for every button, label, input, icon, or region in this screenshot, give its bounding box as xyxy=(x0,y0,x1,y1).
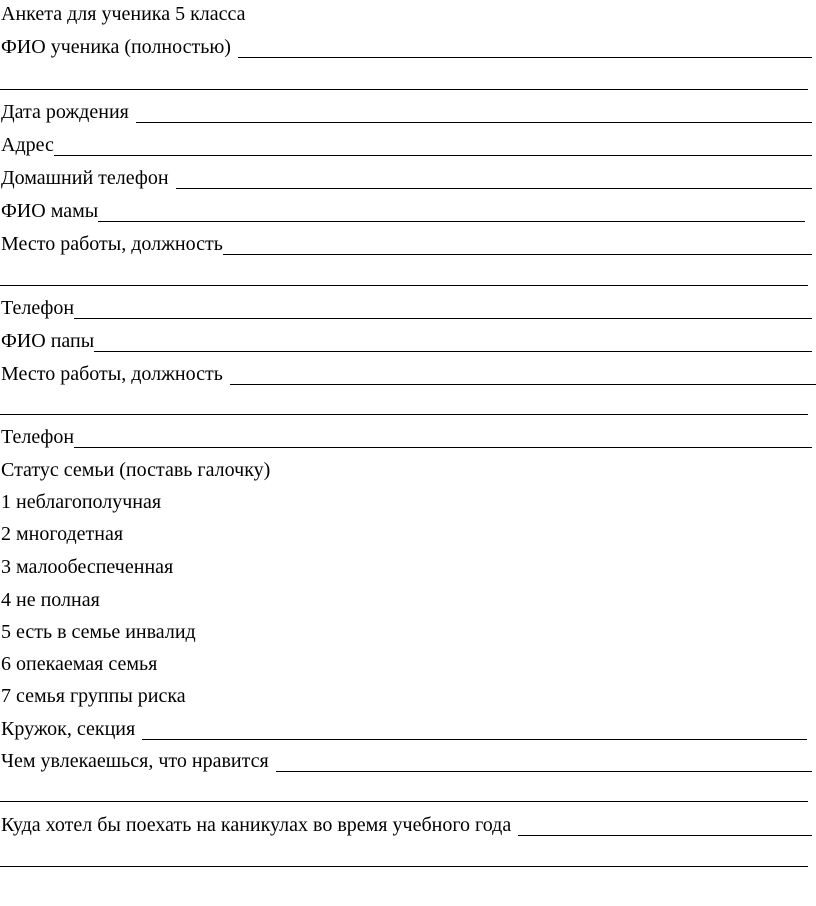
address-field[interactable] xyxy=(54,154,812,156)
hobbies-row xyxy=(1,747,812,775)
mother-phone-field[interactable] xyxy=(74,317,812,319)
status-option[interactable] xyxy=(1,553,173,581)
hobbies-field[interactable] xyxy=(276,770,812,772)
father-work-label: Место работы, должность xyxy=(1,363,223,385)
status-option[interactable] xyxy=(1,586,100,614)
club-label: Кружок, секция xyxy=(1,718,136,740)
father-work-field[interactable] xyxy=(230,383,816,385)
status-option-label: 5 есть в семье инвалид xyxy=(1,621,196,643)
home-phone-row xyxy=(1,164,812,192)
birth-date-row xyxy=(1,98,812,126)
father-work-field-line-2[interactable] xyxy=(0,414,808,415)
birth-date-field[interactable] xyxy=(136,121,812,123)
vacation-field-line-2[interactable] xyxy=(0,866,808,867)
family-status-heading xyxy=(1,456,270,484)
full-name-label: ФИО ученика (полностью) xyxy=(1,36,231,58)
family-status-label: Статус семьи (поставь галочку) xyxy=(1,459,271,481)
vacation-field[interactable] xyxy=(518,834,812,836)
mother-work-field-line-2[interactable] xyxy=(0,285,808,286)
status-option[interactable] xyxy=(1,488,161,516)
birth-date-label: Дата рождения xyxy=(1,101,129,123)
father-name-field[interactable] xyxy=(94,350,812,352)
full-name-field[interactable] xyxy=(238,56,812,58)
father-phone-row xyxy=(1,423,812,451)
status-option[interactable] xyxy=(1,618,196,646)
status-option-label: 3 малообеспеченная xyxy=(1,556,174,578)
hobbies-label: Чем увлекаешься, что нравится xyxy=(1,750,269,772)
status-option-label: 6 опекаемая семья xyxy=(1,653,158,675)
status-option-label: 1 неблагополучная xyxy=(1,491,162,513)
status-option-label: 7 семья группы риска xyxy=(1,685,186,707)
status-option[interactable] xyxy=(1,682,186,710)
mother-phone-label: Телефон xyxy=(1,297,75,319)
father-name-row xyxy=(1,327,812,355)
father-phone-field[interactable] xyxy=(74,446,812,448)
mother-name-row xyxy=(1,197,805,225)
father-name-label: ФИО папы xyxy=(1,330,95,352)
mother-name-label: ФИО мамы xyxy=(1,200,99,222)
club-row xyxy=(1,715,807,743)
club-field[interactable] xyxy=(142,738,807,740)
status-option-label: 4 не полная xyxy=(1,589,100,611)
mother-work-label: Место работы, должность xyxy=(1,233,223,255)
status-option-label: 2 многодетная xyxy=(1,523,124,545)
status-option[interactable] xyxy=(1,520,123,548)
status-option[interactable] xyxy=(1,650,157,678)
father-work-row xyxy=(1,360,816,388)
vacation-label: Куда хотел бы поехать на каникулах во время учебного года xyxy=(1,814,512,836)
form-title-text: Анкета для ученика 5 класса xyxy=(1,3,246,25)
home-phone-label: Домашний телефон xyxy=(1,167,169,189)
father-phone-label: Телефон xyxy=(1,426,75,448)
address-row xyxy=(1,131,812,159)
home-phone-field[interactable] xyxy=(176,187,812,189)
form-title xyxy=(1,0,246,28)
vacation-row xyxy=(1,811,812,839)
mother-name-field[interactable] xyxy=(98,220,805,222)
full-name-row xyxy=(1,33,812,61)
hobbies-field-line-2[interactable] xyxy=(0,801,808,802)
address-label: Адрес xyxy=(1,134,54,156)
mother-phone-row xyxy=(1,294,812,322)
mother-work-row xyxy=(1,230,812,258)
mother-work-field[interactable] xyxy=(223,253,812,255)
full-name-field-line-2[interactable] xyxy=(0,89,808,90)
